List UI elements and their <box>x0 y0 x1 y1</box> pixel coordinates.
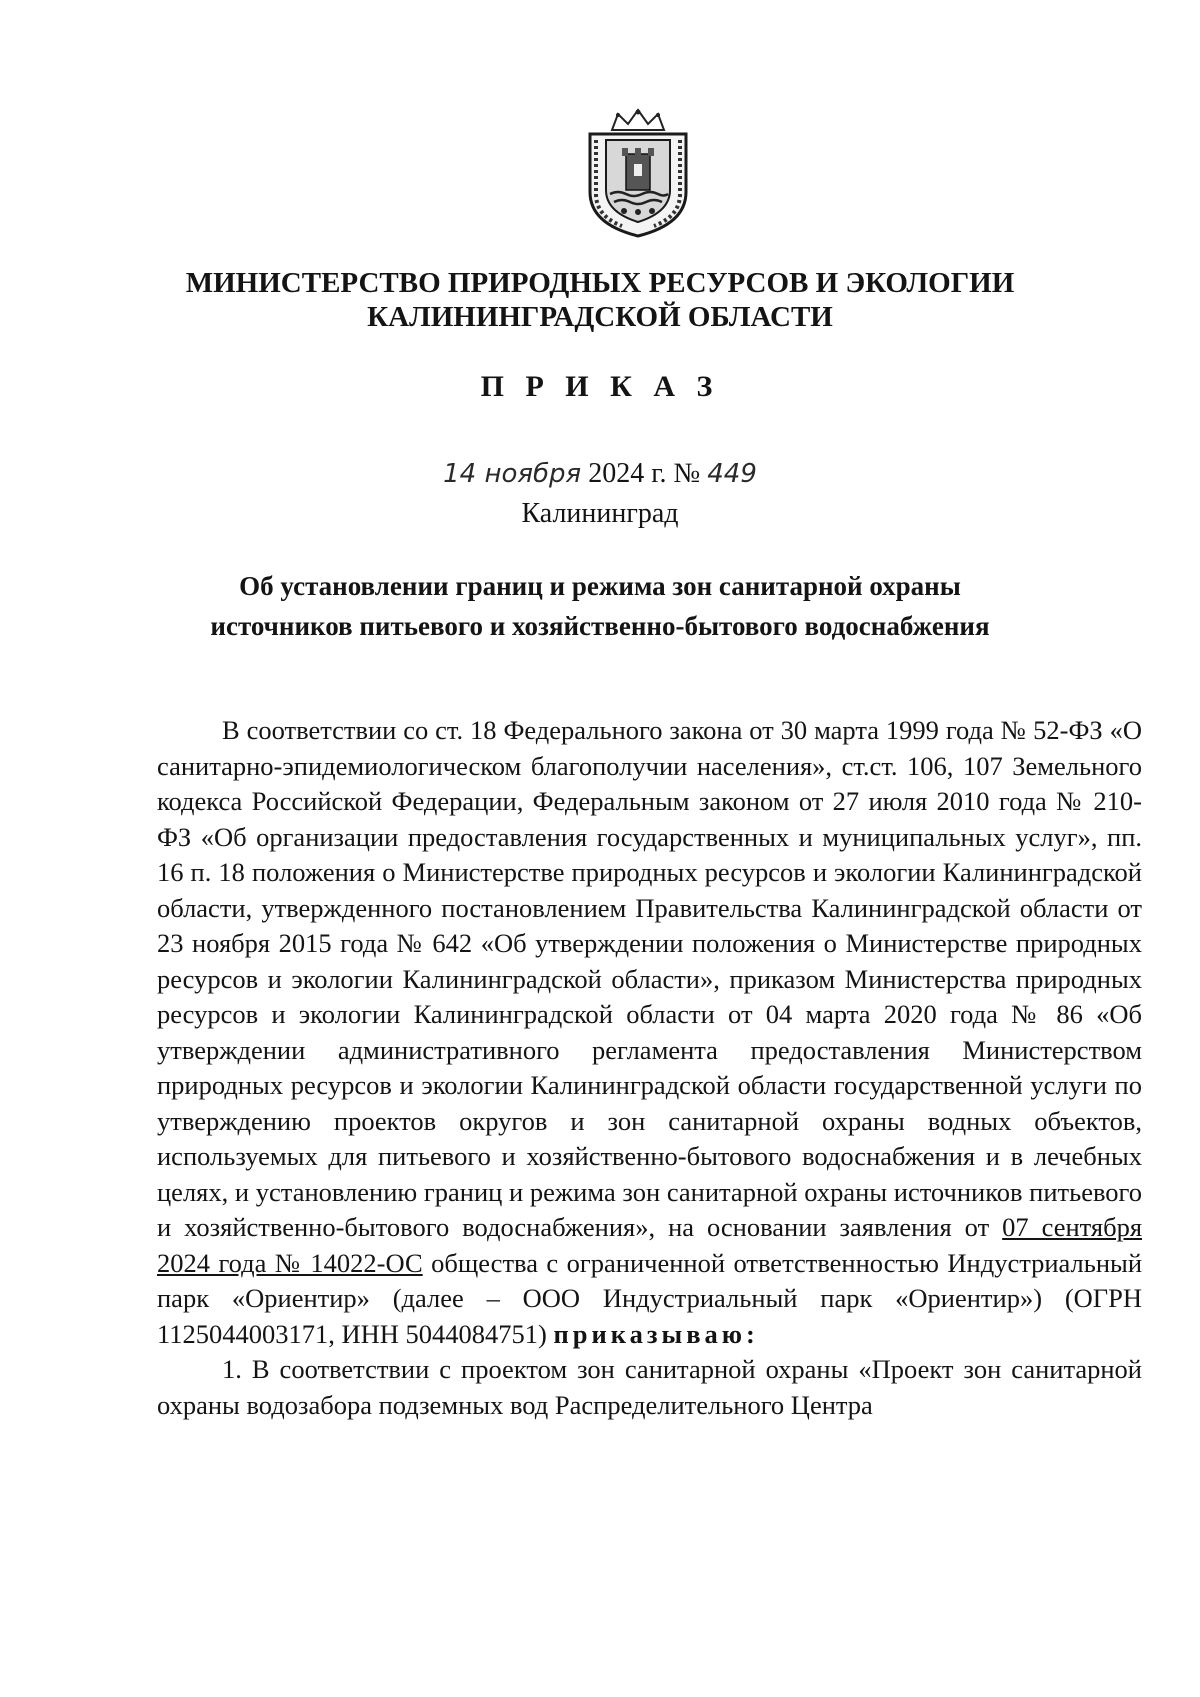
body-paragraph-1 <box>157 713 1142 1352</box>
paragraph-1-part-a: В соответствии со ст. 18 Федерального закона от 30 марта 1999 года № 52-ФЗ «О санитарно-эпидемиологическом благополучии населения», ст.ст. 106, 107 Земельного кодекса Российской Федерации, Федеральным законом от 27 июля 2010 года № 210-ФЗ «Об организации предоставления государственных и муниципальных услуг», пп. 16 п. 18 положения о Министерстве природных ресурсов и экологии Калининградской области, утвержденного постановлением Правительства Калининградской области от 23 ноября 2015 года № 642 «Об утверждении положения о Министерстве природных ресурсов и экологии Калининградской области», приказом Министерства природных ресурсов и экологии Калининградской области от 04 марта 2020 года № 86 «Об утверждении административного регламента предоставления Министерством природных ресурсов и экологии Калининградской области государственной услуги по утверждению проектов округов и зон санитарной охраны водных объектов, используемых для питьевого и хозяйственно-бытового водоснабжения и в лечебных целях, и установлению границ и режима зон санитарной охраны источников питьевого и хозяйственно-бытового водоснабжения», на основании заявления от <box>157 715 1142 1242</box>
paragraph-1-part-b: общества с ограниченной ответственностью Индустриальный парк «Ориентир» (далее – ООО Индустриальный парк «Ориентир») (ОГРН 1125044003171, ИНН 5044084751) <box>157 1247 1143 1349</box>
document-body <box>157 713 1142 1423</box>
ministry-name <box>150 266 1050 334</box>
coat-of-arms-emblem <box>582 108 694 238</box>
handwritten-number: 449 <box>707 459 757 489</box>
document-type-title: П Р И К А З <box>480 370 720 403</box>
year-and-number-label: 2024 г. № <box>588 458 701 489</box>
document-subject: Об установлении границ и режима зон санитарной охраны источников питьевого и хозяйственно-бытового водоснабжения <box>210 571 990 641</box>
date-number-line <box>150 458 1050 490</box>
city-name: Калининград <box>521 498 679 529</box>
order-word: приказываю: <box>553 1318 759 1349</box>
ministry-name-line2: КАЛИНИНГРАДСКОЙ ОБЛАСТИ <box>367 301 833 333</box>
ministry-name-line1: МИНИСТЕРСТВО ПРИРОДНЫХ РЕСУРСОВ И ЭКОЛОГИИ <box>185 267 1015 299</box>
handwritten-date: 14 ноября <box>443 459 582 489</box>
application-reference: 07 сентября 2024 года № 14022-ОС <box>157 1212 1143 1278</box>
body-paragraph-2: 1. В соответствии с проектом зон санитарной охраны «Проект зон санитарной охраны водозабора подземных вод Распределительного Центра <box>157 1354 1142 1420</box>
